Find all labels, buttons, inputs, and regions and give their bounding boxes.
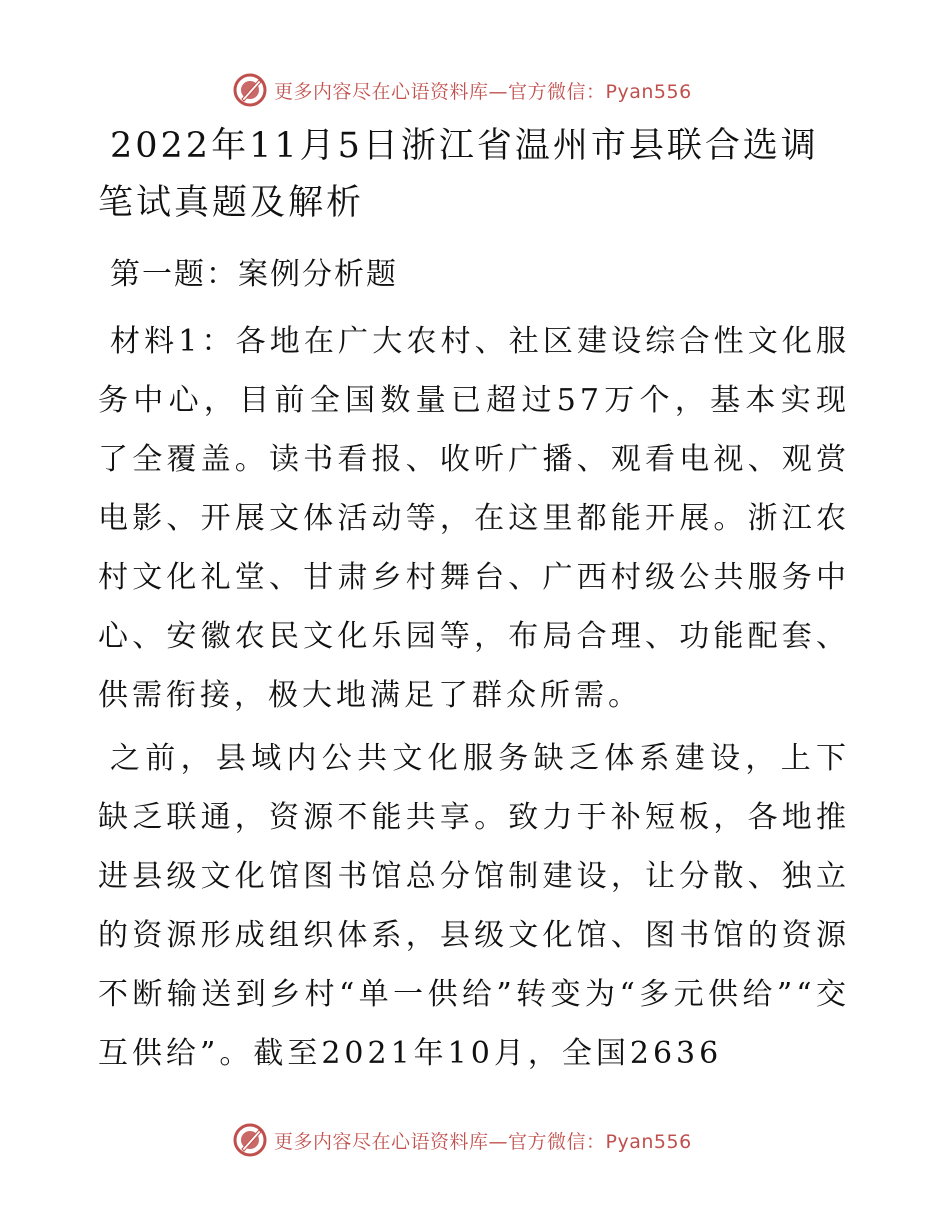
paragraph: 材料1：各地在广大农村、社区建设综合性文化服务中心，目前全国数量已超过57万个，基本实现了全覆盖。读书看报、收听广播、观看电视、观赏电影、开展文体活动等，在这里都能开展。浙江农村文化礼堂、甘肃乡村舞台、广西村级公共服务中心、安徽农民文化乐园等，布局合理、功能配套、供需衔接，极大地满足了群众所需。 bbox=[98, 324, 850, 713]
quill-seal-icon bbox=[232, 1122, 268, 1158]
document-title: 2022年11月5日浙江省温州市县联合选调笔试真题及解析 bbox=[98, 126, 819, 223]
quill-seal-icon bbox=[232, 72, 268, 108]
footer-watermark bbox=[232, 1120, 692, 1160]
watermark-text: 更多内容尽在心语资料库—官方微信：Pyan556 bbox=[274, 1130, 692, 1153]
document-body bbox=[98, 118, 850, 1087]
section-heading: 第一题：案例分析题 bbox=[110, 257, 398, 292]
header-watermark bbox=[232, 70, 692, 110]
watermark-text: 更多内容尽在心语资料库—官方微信：Pyan556 bbox=[274, 80, 692, 103]
paragraph: 之前，县域内公共文化服务缺乏体系建设，上下缺乏联通，资源不能共享。致力于补短板，各地推进县级文化馆图书馆总分馆制建设，让分散、独立的资源形成组织体系，县级文化馆、图书馆的资源不断输送到乡村“单一供给”转变为“多元供给”“交互供给”。截至2021年10月，全国2636 bbox=[98, 741, 850, 1071]
